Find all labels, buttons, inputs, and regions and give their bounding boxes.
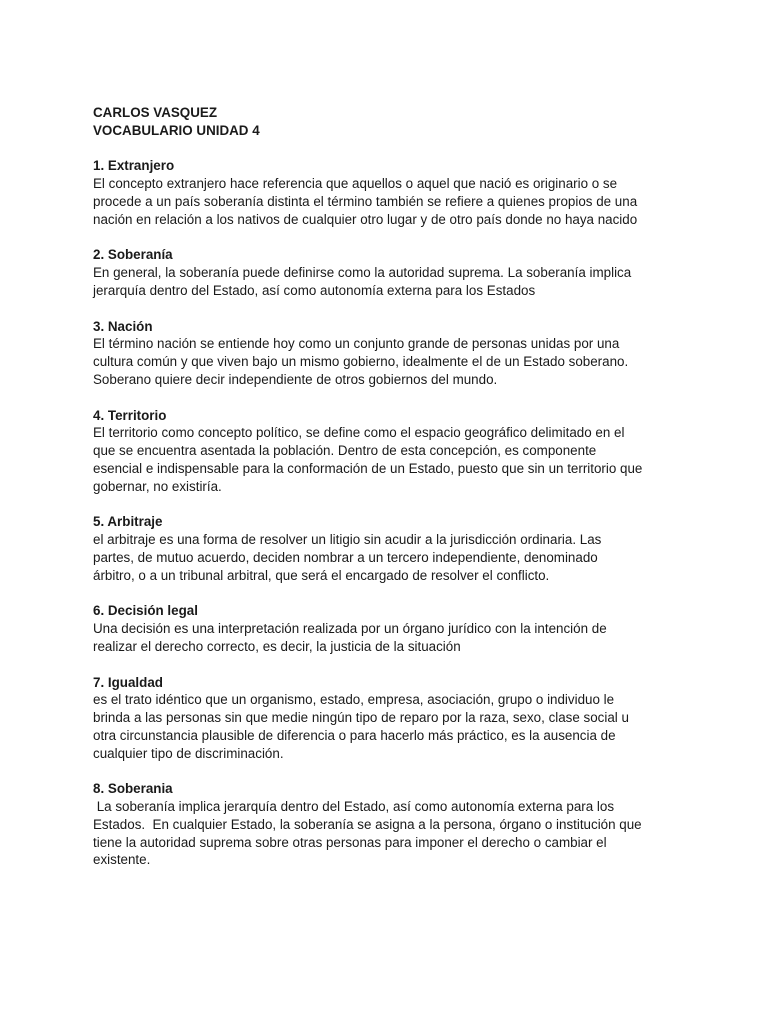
definition-line: nación en relación a los nativos de cualquier otro lugar y de otro país donde no haya nacido bbox=[93, 211, 638, 227]
definition-line: En general, la soberanía puede definirse como la autoridad suprema. La soberanía implica bbox=[93, 265, 632, 281]
entry-definition bbox=[93, 175, 683, 228]
definition-line: cualquier tipo de discriminación. bbox=[93, 745, 284, 761]
vocab-entry-decision-legal bbox=[93, 602, 683, 655]
definition-line: El término nación se entiende hoy como un conjunto grande de personas unidas por una bbox=[93, 336, 620, 352]
definition-line: gobernar, no existiría. bbox=[93, 478, 222, 494]
definition-line: jerarquía dentro del Estado, así como autonomía externa para los Estados bbox=[93, 282, 536, 298]
definition-line: realizar el derecho correcto, es decir, la justicia de la situación bbox=[93, 638, 461, 654]
entry-title: 1. Extranjero bbox=[93, 158, 175, 174]
entry-definition bbox=[93, 264, 683, 300]
entry-definition bbox=[93, 798, 683, 869]
definition-line: Estados. En cualquier Estado, la soberanía se asigna a la persona, órgano o institución que bbox=[93, 816, 642, 832]
entry-title: 3. Nación bbox=[93, 318, 153, 334]
vocab-entry-soberania-2 bbox=[93, 780, 683, 869]
definition-line: es el trato idéntico que un organismo, estado, empresa, asociación, grupo o individuo le bbox=[93, 692, 615, 708]
entry-definition bbox=[93, 691, 683, 762]
definition-line: brinda a las personas sin que medie ningún tipo de reparo por la raza, sexo, clase social u bbox=[93, 710, 629, 726]
definition-line: existente. bbox=[93, 852, 151, 868]
vocab-entry-soberania bbox=[93, 246, 683, 299]
definition-line: La soberanía implica jerarquía dentro del Estado, así como autonomía externa para los bbox=[93, 799, 615, 815]
definition-line: cultura común y que viven bajo un mismo gobierno, idealmente el de un Estado soberano. bbox=[93, 354, 629, 370]
entry-title: 2. Soberanía bbox=[93, 247, 173, 263]
entry-definition bbox=[93, 531, 683, 584]
document-page bbox=[93, 104, 683, 887]
author-name: CARLOS VASQUEZ bbox=[93, 105, 217, 120]
entry-title: 5. Arbitraje bbox=[93, 514, 163, 530]
document-header bbox=[93, 104, 683, 140]
vocab-entry-extranjero bbox=[93, 157, 683, 228]
entry-definition bbox=[93, 424, 683, 495]
vocab-entry-igualdad bbox=[93, 674, 683, 763]
entry-title: 8. Soberania bbox=[93, 781, 173, 797]
vocab-entry-arbitraje bbox=[93, 513, 683, 584]
definition-line: partes, de mutuo acuerdo, deciden nombrar a un tercero independiente, denominado bbox=[93, 549, 598, 565]
entry-title: 7. Igualdad bbox=[93, 674, 163, 690]
definition-line: árbitro, o a un tribunal arbitral, que será el encargado de resolver el conflicto. bbox=[93, 567, 550, 583]
definition-line: Una decisión es una interpretación realizada por un órgano jurídico con la intención de bbox=[93, 621, 607, 637]
entry-title: 6. Decisión legal bbox=[93, 603, 198, 619]
definition-line: El territorio como concepto político, se define como el espacio geográfico delimitado en el bbox=[93, 425, 625, 441]
entry-title: 4. Territorio bbox=[93, 407, 167, 423]
entry-definition bbox=[93, 620, 683, 656]
definition-line: tiene la autoridad suprema sobre otras personas para imponer el derecho o cambiar el bbox=[93, 834, 607, 850]
definition-line: Soberano quiere decir independiente de otros gobiernos del mundo. bbox=[93, 371, 498, 387]
vocab-entry-territorio bbox=[93, 407, 683, 496]
definition-line: el arbitraje es una forma de resolver un litigio sin acudir a la jurisdicción ordinaria. Las bbox=[93, 532, 602, 548]
definition-line: otra circunstancia plausible de diferencia o para hacerlo más práctico, es la ausencia de bbox=[93, 727, 616, 743]
definition-line: esencial e indispensable para la conformación de un Estado, puesto que sin un territorio que bbox=[93, 460, 643, 476]
definition-line: que se encuentra asentada la población. Dentro de esta concepción, es componente bbox=[93, 443, 597, 459]
entry-definition bbox=[93, 335, 683, 388]
definition-line: El concepto extranjero hace referencia que aquellos o aquel que nació es originario o se bbox=[93, 176, 618, 192]
definition-line: procede a un país soberanía distinta el término también se refiere a quienes propios de una bbox=[93, 193, 638, 209]
document-title: VOCABULARIO UNIDAD 4 bbox=[93, 122, 260, 138]
vocab-entry-nacion bbox=[93, 318, 683, 389]
